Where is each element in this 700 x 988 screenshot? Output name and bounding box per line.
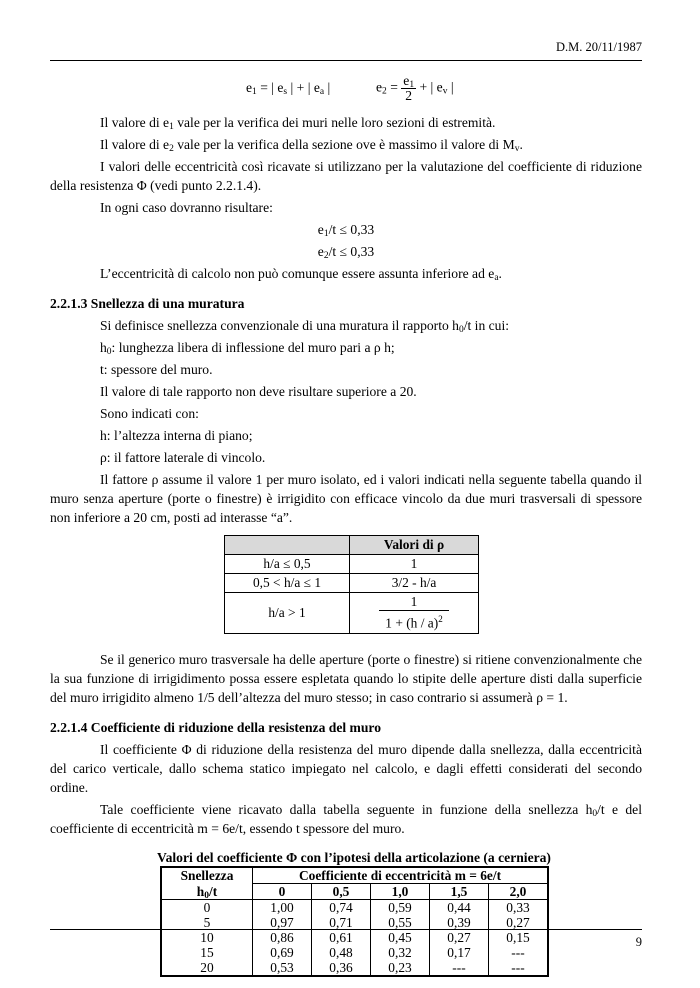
para-limit: Il valore di tale rapporto non deve risultare superiore a 20. xyxy=(100,384,417,399)
phi-cell: 0,33 xyxy=(489,900,549,916)
phi-table-col-header: 0 xyxy=(253,884,312,900)
fraction-e1-over-2: $\frac{e_1}{2}$ xyxy=(403,73,415,103)
phi-row-snellezza: 5 xyxy=(161,915,253,930)
phi-cell: 0,86 xyxy=(270,930,294,945)
phi-cell: --- xyxy=(489,960,549,976)
para-eccentricity-use: I valori delle eccentricità così ricavate si utilizzano per la valutazione del coefficiente di riduzione della resistenza Φ (vedi punto 2.2.1.4). xyxy=(50,159,642,193)
table-row xyxy=(161,900,548,916)
phi-table-col-header: 2,0 xyxy=(489,884,549,900)
phi-cell: 0,23 xyxy=(371,960,430,976)
rho-table-header: Valori di ρ xyxy=(350,536,479,555)
phi-cell: 0,15 xyxy=(489,930,549,945)
rho-value-fraction: $\frac{1}{1 + (h / a)^2}$ xyxy=(350,593,479,634)
phi-cell: 0,27 xyxy=(430,930,489,945)
phi-cell: 0,44 xyxy=(430,900,489,916)
para-min-eccentricity: L’eccentricità di calcolo non può comunque essere assunta inferiore ad $e_a$. xyxy=(100,266,502,283)
phi-table-col-header: 1,5 xyxy=(430,884,489,900)
para-e2: Il valore di $e_2$ vale per la verifica della sezione ove è massimo il valore di $M_v$. xyxy=(100,137,523,154)
phi-cell: 0,59 xyxy=(371,900,430,916)
inequality-e2: $e_2/t \le 0,33$ xyxy=(317,244,375,261)
footer-rule xyxy=(50,929,642,930)
phi-row-snellezza: 20 xyxy=(161,960,253,976)
table-row xyxy=(161,960,548,976)
phi-cell: 0,36 xyxy=(312,960,371,976)
rho-value: 1 xyxy=(350,555,479,574)
phi-table-snellezza-label: Snellezza xyxy=(161,867,253,884)
phi-cell: --- xyxy=(489,945,549,960)
phi-table-coef-label: Coefficiente di eccentricità m = 6e/t xyxy=(253,867,549,884)
phi-cell: 0,48 xyxy=(312,945,371,960)
rho-condition: h/a > 1 xyxy=(225,593,350,634)
para-phi-coefficient: Il coefficiente Φ di riduzione della resistenza del muro dipende dalla snellezza, dalla eccentricità del carico verticale, dallo schema statico impiegato nel calcolo, e dagli effetti considerati del secondo ordine. xyxy=(50,742,642,795)
phi-cell: 0,32 xyxy=(371,945,430,960)
table-row xyxy=(161,915,548,930)
table-row xyxy=(161,945,548,960)
header-rule xyxy=(50,60,642,61)
para-indicated: Sono indicati con: xyxy=(100,406,199,421)
section-title-2213: 2.2.1.3 Snellezza di una muratura xyxy=(50,296,245,311)
phi-cell: --- xyxy=(430,960,489,976)
rho-table-corner xyxy=(225,536,350,555)
para-h-def: h: l’altezza interna di piano; xyxy=(100,428,253,443)
rho-condition: 0,5 < h/a ≤ 1 xyxy=(225,574,350,593)
inequality-e1: $e_1/t \le 0,33$ xyxy=(317,222,375,239)
phi-table-title: Valori del coefficiente Φ con l’ipotesi della articolazione (a cerniera) xyxy=(157,850,551,865)
para-in-any-case: In ogni caso dovranno risultare: xyxy=(100,200,273,215)
phi-cell: 0,45 xyxy=(371,930,430,945)
phi-table xyxy=(160,866,549,977)
phi-cell: 1,00 xyxy=(270,900,294,915)
phi-cell: 0,97 xyxy=(270,915,294,930)
phi-cell: 0,71 xyxy=(312,915,371,930)
phi-cell: 0,74 xyxy=(312,900,371,916)
phi-row-snellezza: 15 xyxy=(161,945,253,960)
phi-cell: 0,17 xyxy=(430,945,489,960)
page-header: D.M. 20/11/1987 xyxy=(556,40,642,54)
eccentricity-equations xyxy=(50,72,642,110)
phi-cell: 0,27 xyxy=(489,915,549,930)
phi-cell: 0,61 xyxy=(312,930,371,945)
rho-condition: h/a ≤ 0,5 xyxy=(225,555,350,574)
phi-row-snellezza: 0 xyxy=(161,900,253,916)
phi-table-col-header: 1,0 xyxy=(371,884,430,900)
page-number: 9 xyxy=(635,935,642,949)
phi-row-snellezza: 10 xyxy=(161,930,253,945)
para-phi-table-intro: Tale coefficiente viene ricavato dalla tabella seguente in funzione della snellezza $h_0/t$ e del coefficiente di eccentricità m = 6e/t, essendo t spessore del muro. xyxy=(50,802,642,836)
para-slenderness-def: Si definisce snellezza convenzionale di una muratura il rapporto $h_0/t$ in cui: xyxy=(100,318,510,335)
rho-table xyxy=(224,535,479,634)
section-title-2214: 2.2.1.4 Coefficiente di riduzione della resistenza del muro xyxy=(50,720,381,735)
phi-table-snellezza-unit: $h_0/t$ xyxy=(161,884,253,900)
para-rho-factor: Il fattore ρ assume il valore 1 per muro isolato, ed i valori indicati nella seguente tabella quando il muro senza aperture (porte o finestre) è irrigidito con efficace vincolo da due muri trasversali di spessore non inferiore a 20 cm, posti ad interasse “a”. xyxy=(50,472,642,525)
page-content xyxy=(50,72,642,977)
para-e1: Il valore di $e_1$ vale per la verifica dei muri nelle loro sezioni di estremità. xyxy=(100,115,496,132)
rho-value: 3/2 - h/a xyxy=(350,574,479,593)
para-rho-def: ρ: il fattore laterale di vincolo. xyxy=(100,450,266,465)
phi-cell: 0,53 xyxy=(270,960,294,975)
phi-cell: 0,39 xyxy=(430,915,489,930)
table-row xyxy=(161,930,548,945)
equation-e1: $e_1$ = | $e_s$ | + | $e_a$ | xyxy=(246,80,331,97)
para-openings: Se il generico muro trasversale ha delle aperture (porte o finestre) si ritiene convenzionalmente che la sua funzione di irrigidimento possa essere espletata quando lo stipite delle aperture disti dalla superficie del muro irrigidito almeno 1/5 dell’altezza del muro stesso; in caso contrario si assumerà ρ = 1. xyxy=(50,652,642,705)
phi-table-col-header: 0,5 xyxy=(312,884,371,900)
phi-cell: 0,69 xyxy=(270,945,294,960)
para-t-def: t: spessore del muro. xyxy=(100,362,213,377)
phi-cell: 0,55 xyxy=(371,915,430,930)
equation-e2: $e_2$ = $\frac{e_1}{2}$ + | $e_v$ | xyxy=(376,73,454,103)
para-h0-def: $h_0$: lunghezza libera di inflessione del muro pari a ρ h; xyxy=(100,340,395,357)
